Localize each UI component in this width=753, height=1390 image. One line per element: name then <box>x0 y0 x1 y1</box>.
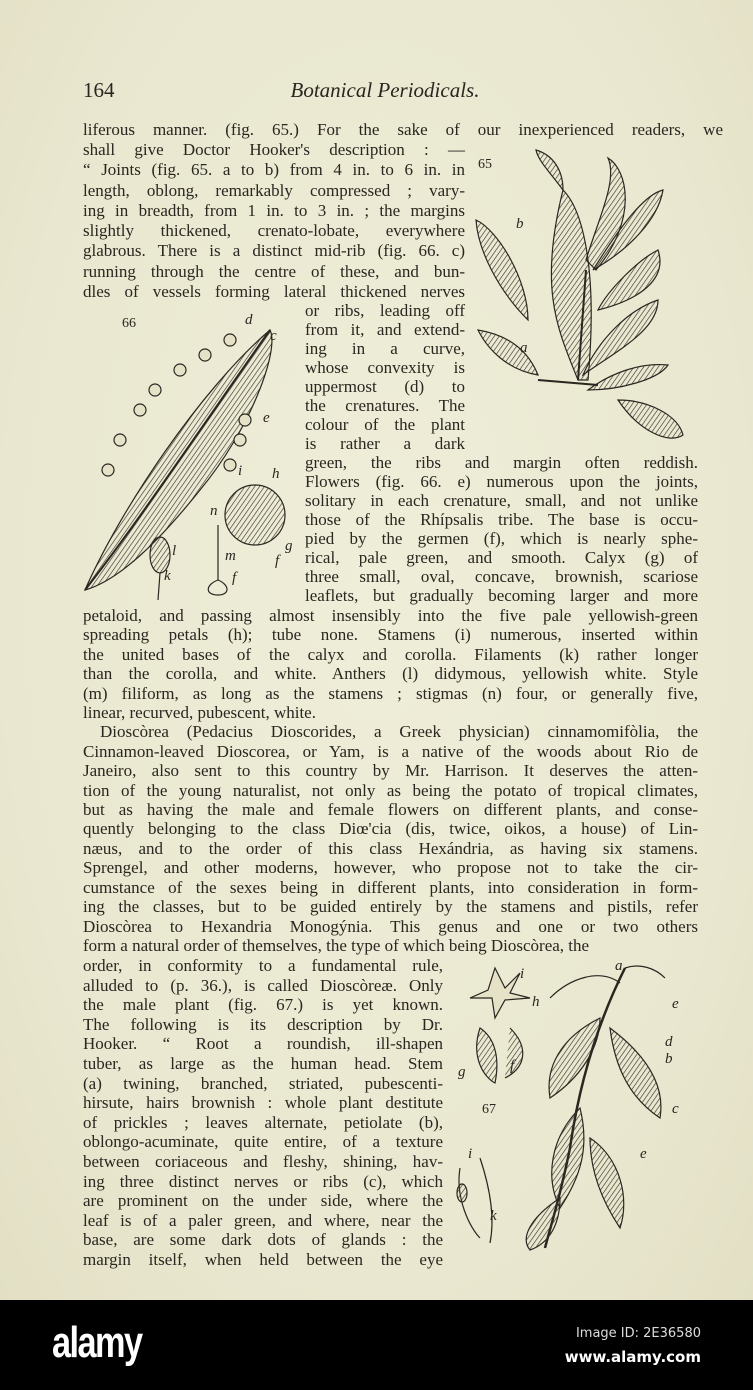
text-line: between coriaceous and fleshy, shining, hav- <box>83 1151 443 1171</box>
text-line: length, oblong, remarkably compressed ; vary- <box>83 180 465 200</box>
running-title: Botanical Periodicals. <box>290 78 480 102</box>
text-line: Hooker. “ Root a roundish, ill-shapen <box>83 1034 443 1054</box>
text-line: form a natural order of themselves, the type of which being Dioscòrea, the <box>83 935 590 955</box>
text-line-group <box>83 606 698 955</box>
text-line: or ribs, leading off <box>305 301 465 320</box>
figure-label: f <box>275 553 280 569</box>
text-line: “ Joints (fig. 65. a to b) from 4 in. to 6 in. in <box>83 160 465 180</box>
text-line-group <box>83 140 465 302</box>
text-line: Dioscòrea to Hexandria Monogýnia. This genus and one or two others <box>83 916 698 936</box>
text-line: alluded to (p. 36.), is called Dioscòreæ. Only <box>83 975 443 995</box>
text-line: the united bases of the calyx and corolla. Filaments (k) rather longer <box>83 644 698 664</box>
text-line-group <box>83 956 443 1270</box>
text-line: The following is its description by Dr. <box>83 1014 443 1034</box>
figure-number: 67 <box>482 1102 496 1117</box>
text-line: those of the Rhípsalis tribe. The base is occu- <box>305 509 698 529</box>
text-line-group <box>305 454 698 606</box>
figure-label: h <box>532 994 540 1010</box>
text-line: than the corolla, and white. Anthers (l) didymous, yellowish white. Style <box>83 664 698 684</box>
text-line: glabrous. There is a distinct mid-rib (fig. 66. c) <box>83 241 465 261</box>
text-line: Cinnamon-leaved Dioscorea, or Yam, is a native of the woods about Rio de <box>83 741 698 761</box>
text-line: uppermost (d) to <box>305 377 465 396</box>
figure-label: m <box>225 548 236 564</box>
text-line: order, in conformity to a fundamental rule, <box>83 956 443 975</box>
text-line: tuber, as large as the human head. Stem <box>83 1053 443 1073</box>
figure-label: n <box>210 503 218 519</box>
text-line: margin itself, when held between the eye <box>83 1249 443 1269</box>
figure-label: i <box>468 1146 473 1162</box>
figure-label: c <box>270 328 277 344</box>
figure-label: a <box>520 340 528 356</box>
text-line: tion of the young naturalist, not only as being the potato of tropical climates, <box>83 780 698 800</box>
site-url: www.alamy.com <box>564 1348 701 1366</box>
text-line: hirsute, hairs brownish : whole plant destitute <box>83 1093 443 1113</box>
figure-label: k <box>164 568 171 584</box>
figure-label: d <box>665 1034 673 1050</box>
text-line: Dioscòrea (Pedacius Dioscorides, a Greek physician) cinnamomifòlia, the <box>100 722 698 742</box>
text-line: the crenatures. The <box>305 396 465 415</box>
figure-label: e <box>640 1146 647 1162</box>
text-line: (m) filiform, as long as the stamens ; stigmas (n) four, or generally five, <box>83 683 698 703</box>
text-line: leaflets, but gradually becoming larger and more <box>305 585 698 605</box>
figure-label: k <box>490 1208 497 1224</box>
text-line: cumstance of the sexes being in different plants, into consideration in form- <box>83 877 698 897</box>
text-line: Sprengel, and other moderns, however, who propose not to take the cir- <box>83 858 698 878</box>
figure-label: a <box>615 958 623 974</box>
text-line: quently belonging to the class Diœ'cia (dis, twice, oikos, a house) of Lin- <box>83 819 698 839</box>
text-line: liferous manner. (fig. 65.) For the sake of our inexperienced readers, we <box>83 120 723 139</box>
figure-label: i <box>238 463 243 479</box>
text-line: from it, and extend- <box>305 320 465 339</box>
text-line: colour of the plant <box>305 415 465 434</box>
text-line: the male plant (fig. 67.) is yet known. <box>83 995 443 1015</box>
text-line: oblongo-acuminate, quite entire, of a texture <box>83 1132 443 1152</box>
figure-label: l <box>172 543 177 559</box>
alamy-logo: alamy <box>52 1318 142 1367</box>
text-line: are prominent on the under side, where the <box>83 1191 443 1211</box>
text-line: slightly thickened, crenato-lobate, everywhere <box>83 221 465 241</box>
figure-label: e <box>263 410 270 426</box>
text-line: linear, recurved, pubescent, white. <box>83 703 316 723</box>
text-line: of prickles ; leaves alternate, petiolate (b), <box>83 1112 443 1132</box>
figure-66-illustration <box>80 310 305 600</box>
text-line: Flowers (fig. 66. e) numerous upon the joints, <box>305 471 698 491</box>
text-line: running through the centre of these, and bun- <box>83 261 465 281</box>
image-id: Image ID: 2E36580 <box>575 1326 701 1341</box>
figure-number: 65 <box>478 157 492 172</box>
text-line: spreading petals (h); tube none. Stamens (i) numerous, inserted within <box>83 625 698 645</box>
footer-bar <box>0 1300 753 1390</box>
page-number: 164 <box>83 78 115 102</box>
text-line: (a) twining, branched, striated, pubescenti- <box>83 1073 443 1093</box>
text-line: whose convexity is <box>305 358 465 377</box>
text-line: three small, oval, concave, brownish, scariose <box>305 566 698 586</box>
text-line: but as having the male and female flowers on different plants, and conse- <box>83 800 698 820</box>
text-line: base, are some dark dots of glands : the <box>83 1230 443 1250</box>
figure-67-illustration <box>450 958 700 1253</box>
text-line-group <box>83 120 723 140</box>
text-line: petaloid, and passing almost insensibly into the five pale yellowish-green <box>83 606 698 625</box>
text-line: ing three distinct nerves or ribs (c), which <box>83 1171 443 1191</box>
text-line: ing in breadth, from 1 in. to 3 in. ; the margins <box>83 200 465 220</box>
figure-label: g <box>285 538 293 554</box>
figure-label: e <box>672 996 679 1012</box>
text-line-group <box>305 301 465 453</box>
text-line: pied by the germen (f), which is nearly sphe- <box>305 528 698 548</box>
figure-number: 66 <box>122 316 136 331</box>
text-line: Janeiro, also sent to this country by Mr. Harrison. It deserves the atten- <box>83 761 698 781</box>
text-line: ing the classes, but to be guided entirely by the stamens and pistils, refer <box>83 897 698 917</box>
text-line: green, the ribs and margin often reddish. <box>305 453 698 472</box>
figure-label: h <box>272 466 280 482</box>
text-line: shall give Doctor Hooker's description : — <box>83 140 465 159</box>
figure-label: d <box>245 312 253 328</box>
text-line: næus, and to the order of this class Hexándria, as having six stamens. <box>83 838 698 858</box>
figure-65-illustration <box>468 150 698 450</box>
text-line: ing in a curve, <box>305 339 465 358</box>
figure-label: g <box>458 1064 466 1080</box>
text-line: is rather a dark <box>305 434 465 453</box>
text-line: leaf is of a paler green, and where, near the <box>83 1210 443 1230</box>
text-line: rical, pale green, and smooth. Calyx (g) of <box>305 547 698 567</box>
figure-label: i <box>520 966 525 982</box>
text-line: solitary in each crenature, small, and not unlike <box>305 490 698 510</box>
figure-label: b <box>665 1051 673 1067</box>
figure-label: f <box>232 570 237 586</box>
figure-label: f <box>510 1058 515 1074</box>
text-line: dles of vessels forming lateral thickened nerves <box>83 282 465 302</box>
figure-label: b <box>516 216 524 232</box>
figure-label: c <box>672 1101 679 1117</box>
